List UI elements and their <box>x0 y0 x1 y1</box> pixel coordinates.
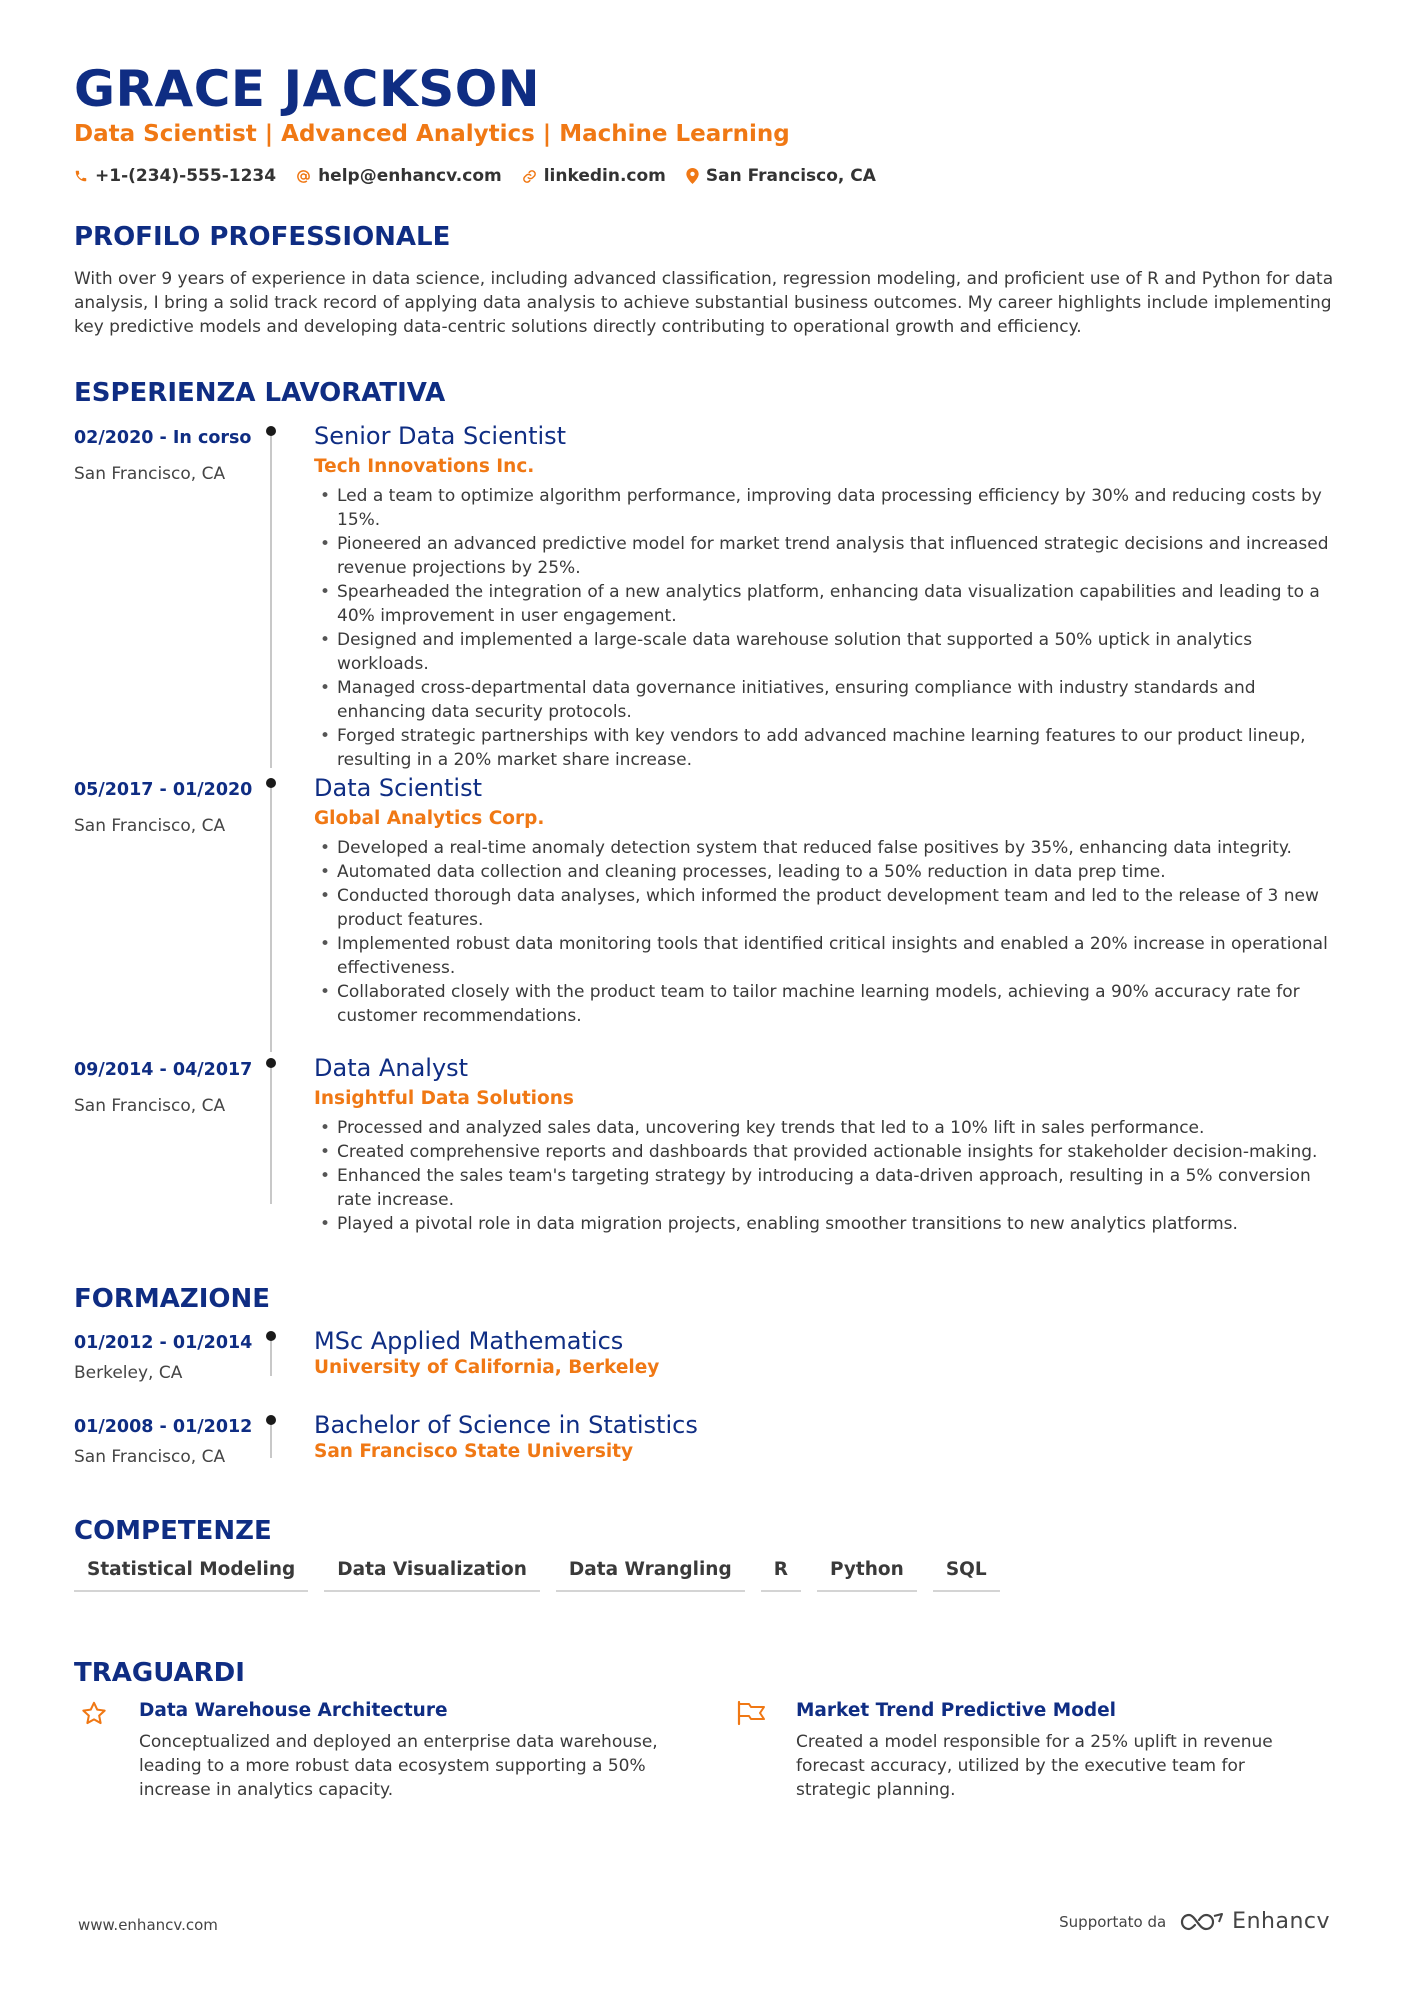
skill-tag: R <box>761 1559 801 1592</box>
footer-website[interactable]: www.enhancv.com <box>78 1916 218 1934</box>
bullet-item: • Designed and implemented a large-scale data warehouse solution that supported a 50% uptick in analytics workloads. <box>314 628 1344 676</box>
bullet-item: • Automated data collection and cleaning processes, leading to a 50% reduction in data prep time. <box>314 860 1344 884</box>
company-name: Insightful Data Solutions <box>314 1088 574 1109</box>
achievement-title: Data Warehouse Architecture <box>139 1700 448 1721</box>
job-title: Data Scientist <box>314 774 482 802</box>
link-icon <box>522 169 537 184</box>
headline: Data Scientist | Advanced Analytics | Machine Learning <box>74 121 790 147</box>
timeline-dot <box>266 426 276 436</box>
contact-location <box>686 166 876 186</box>
timeline-dot <box>266 1415 276 1425</box>
timeline-line <box>270 778 272 1052</box>
bullet-item: • Forged strategic partnerships with key vendors to add advanced machine learning features to our product lineup, resulting in a 20% market share increase. <box>314 724 1344 772</box>
bullet-item: • Enhanced the sales team's targeting strategy by introducing a data-driven approach, resulting in a 5% conversion rate increase. <box>314 1164 1344 1212</box>
bullet-item: • Managed cross-departmental data governance initiatives, ensuring compliance with industry standards and enhancing data security protocols. <box>314 676 1344 724</box>
bullet-item: • Conducted thorough data analyses, which informed the product development team and led to the release of 3 new product features. <box>314 884 1344 932</box>
footer-branding <box>1059 1909 1330 1934</box>
enhancv-logo-icon <box>1178 1910 1224 1934</box>
contact-bar <box>74 166 896 186</box>
contact-linkedin[interactable] <box>522 166 666 186</box>
degree-title: Bachelor of Science in Statistics <box>314 1411 698 1439</box>
company-name: Global Analytics Corp. <box>314 808 545 829</box>
bullet-item: • Created comprehensive reports and dashboards that provided actionable insights for stakeholder decision-making. <box>314 1140 1344 1164</box>
school-name: San Francisco State University <box>314 1441 634 1462</box>
bullet-item: • Implemented robust data monitoring tools that identified critical insights and enabled a 20% increase in operational effectiveness. <box>314 932 1344 980</box>
bullet-item: • Collaborated closely with the product team to tailor machine learning models, achieving a 90% accuracy rate for customer recommendations. <box>314 980 1344 1028</box>
job-title: Senior Data Scientist <box>314 422 567 450</box>
skill-tag: SQL <box>933 1559 1000 1592</box>
bullet-item: • Pioneered an advanced predictive model for market trend analysis that influenced strategic decisions and increased revenue projections by 25%. <box>314 532 1344 580</box>
skill-tag: Data Visualization <box>324 1559 540 1592</box>
education-dates: 01/2008 - 01/2012 <box>74 1417 253 1437</box>
location-pin-icon <box>686 168 699 184</box>
profile-section-title: PROFILO PROFESSIONALE <box>74 222 451 252</box>
experience-location: San Francisco, CA <box>74 464 226 484</box>
timeline-dot <box>266 1331 276 1341</box>
education-location: San Francisco, CA <box>74 1447 226 1467</box>
experience-dates: 09/2014 - 04/2017 <box>74 1060 253 1080</box>
achievement-list <box>314 836 1344 1028</box>
achievement-description: Created a model responsible for a 25% uplift in revenue forecast accuracy, utilized by the executive team for strategic planning. <box>796 1732 1273 1800</box>
star-icon <box>80 1700 108 1727</box>
education-dates: 01/2012 - 01/2014 <box>74 1333 253 1353</box>
timeline-line <box>270 428 272 768</box>
experience-location: San Francisco, CA <box>74 1096 226 1116</box>
achievement-title: Market Trend Predictive Model <box>796 1700 1117 1721</box>
skill-tag: Statistical Modeling <box>74 1559 308 1592</box>
skill-tag: Data Wrangling <box>556 1559 745 1592</box>
contact-email[interactable] <box>296 166 502 186</box>
degree-title: MSc Applied Mathematics <box>314 1327 624 1355</box>
job-title: Data Analyst <box>314 1054 469 1082</box>
achievement-list <box>314 1116 1344 1236</box>
timeline-dot <box>266 1058 276 1068</box>
skills-list <box>74 1559 1016 1592</box>
phone-icon <box>74 169 88 183</box>
contact-linkedin-text: linkedin.com <box>543 166 666 186</box>
education-section-title: FORMAZIONE <box>74 1284 271 1314</box>
bullet-item: • Developed a real-time anomaly detection system that reduced false positives by 35%, enhancing data integrity. <box>314 836 1344 860</box>
bullet-item: • Played a pivotal role in data migration projects, enabling smoother transitions to new analytics platforms. <box>314 1212 1344 1236</box>
achievement-description: Conceptualized and deployed an enterprise data warehouse, leading to a more robust data ecosystem supporting a 50% increase in analytics capacity. <box>139 1732 658 1800</box>
bullet-item: • Spearheaded the integration of a new analytics platform, enhancing data visualization capabilities and leading to a 40% improvement in user engagement. <box>314 580 1344 628</box>
at-icon <box>296 169 311 184</box>
skill-tag: Python <box>817 1559 917 1592</box>
contact-phone[interactable] <box>74 166 276 186</box>
contact-phone-text: +1-(234)-555-1234 <box>95 166 277 186</box>
bullet-item: • Processed and analyzed sales data, uncovering key trends that led to a 10% lift in sales performance. <box>314 1116 1344 1140</box>
skills-section-title: COMPETENZE <box>74 1516 272 1546</box>
candidate-name: GRACE JACKSON <box>74 60 541 118</box>
profile-summary: With over 9 years of experience in data science, including advanced classification, regression modeling, and proficient use of R and Python for data analysis, I bring a solid track record of applying data analysis to achieve substantial business outcomes. My career highlights include implementing key predictive models and developing data-centric solutions directly contributing to operational growth and efficiency. <box>74 269 1334 337</box>
experience-dates: 05/2017 - 01/2020 <box>74 780 253 800</box>
contact-location-text: San Francisco, CA <box>705 166 876 186</box>
timeline-line <box>270 1058 272 1204</box>
achievements-section-title: TRAGUARDI <box>74 1658 245 1688</box>
experience-section-title: ESPERIENZA LAVORATIVA <box>74 378 446 408</box>
education-location: Berkeley, CA <box>74 1363 183 1383</box>
experience-dates: 02/2020 - In corso <box>74 428 252 448</box>
experience-location: San Francisco, CA <box>74 816 226 836</box>
flag-icon <box>737 1700 767 1726</box>
timeline-dot <box>266 778 276 788</box>
achievement-list <box>314 484 1344 772</box>
school-name: University of California, Berkeley <box>314 1357 660 1378</box>
contact-email-text: help@enhancv.com <box>318 166 502 186</box>
company-name: Tech Innovations Inc. <box>314 456 535 477</box>
brand-name: Enhancv <box>1232 1909 1330 1934</box>
powered-by-label: Supportato da <box>1059 1912 1167 1931</box>
bullet-item: • Led a team to optimize algorithm performance, improving data processing efficiency by 30% and reducing costs by 15%. <box>314 484 1344 532</box>
